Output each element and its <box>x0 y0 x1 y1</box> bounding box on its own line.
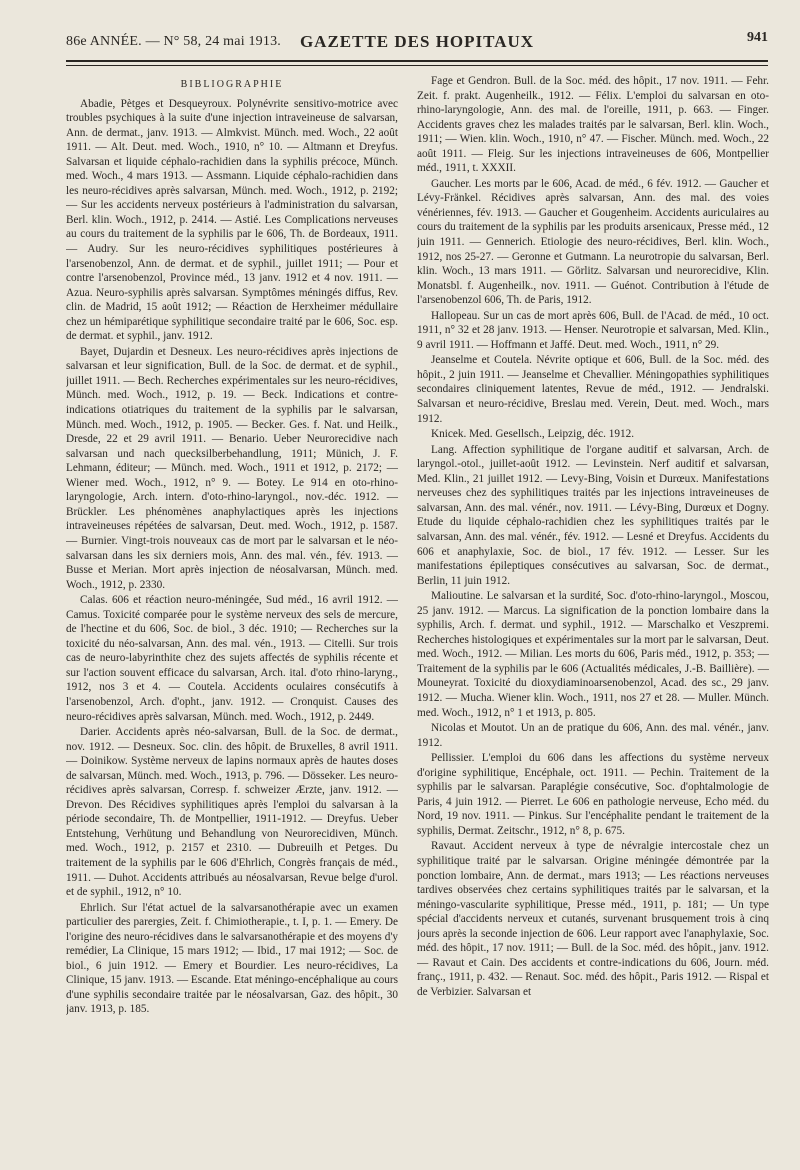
issue-info: 86e ANNÉE. — N° 58, 24 mai 1913. <box>66 34 281 49</box>
header-rule-thick <box>66 60 768 62</box>
bibliography-paragraph: Gaucher. Les morts par le 606, Acad. de méd., 6 fév. 1912. — Gaucher et Lévy-Fränkel. Récidives après salvarsan, Ann. des mal. des voies vénériennes, fév. 1913. — Gaucher et Gougenheim. Accidents auriculaires au cours du traitement de la syphilis par les produits arsenicaux, Presse méd., 12 juin 1911. — Gennerich. Etiologie des neuro-récidives, Berl. klin. Woch., 1912, nos 25-27. — Geronne et Gutmann. La neurotropie du salvarsan, Berl. klin. Woch., 13 mars 1911. — Görlitz. Salvarsan und neurorecidive, Klin. Monatsbl. f. Augenheilk., nov. 1911. — Guénot. Contribution à l'étude de l'arsenobenzol 606, Th. de Paris, 1912. <box>417 177 769 307</box>
bibliography-paragraph: Abadie, Pètges et Desqueyroux. Polynévrite sensitivo-motrice avec troubles psychiques à la suite d'une injection intraveineuse de salvarsan, Ann. de dermat., janv. 1913. — Almkvist. Münch. med. Woch., 22 août 1911. — Alt. Deut. med. Woch., 1910, n° 10. — Altmann et Dreyfus. Salvarsan et liquide céphalo-rachidien dans la syphilis précoce, Münch. med. Woch., 4 mars 1913. — Assmann. Liquide céphalo-rachidien dans les neuro-récidives après salvarsan, Münch. med. Woch., 1912, p. 2192; — Sur les accidents nerveux postérieurs à l'administration du salvarsan, Berl. klin. Woch., 1912, p. 2414. — Astié. Les Complications nerveuses au cours du traitement de la syphilis par le 606, Th. de Bordeaux, 1911. — Audry. Sur les neuro-récidives syphilitiques postérieures à l'arsenobenzol, Ann. de dermat. et de syphil., juillet 1911; — Pour et contre l'arsenobenzol, Province méd., 13 janv. 1912 et 4 nov. 1911. — Azua. Neuro-syphilis après salvarsan. Symptômes méningés diffus, Rev. clin. de Madrid, 15 août 1912; — Réaction de Herxheimer médullaire chez un hémiparétique syphilitique secondaire traité par le 606, Soc. esp. de dermat. et syphil., janv. 1912. <box>66 97 398 343</box>
page-number: 941 <box>747 30 768 45</box>
bibliography-paragraph: Malioutine. Le salvarsan et la surdité, Soc. d'oto-rhino-laryngol., Moscou, 25 janv. 1912. — Marcus. La signification de la ponction lombaire dans la syphilis, Arch. f. dermat. und syphil., 1912. — Marschalko et Veszpremi. Recherches histologiques et expérimentales sur la mort par le salvarsan, Deut. med. Woch., 1912. — Milian. Les morts du 606, Paris méd., 1912, p. 353; — Traitement de la syphilis par le 606 (Actualités médicales, J.-B. Baillière). — Mouneyrat. Toxicité du dioxydiaminoarsenobenzol, Acad. des sc., 29 janv. 1912. — Mucha. Wiener klin. Woch., 1911, nos 27 et 28. — Muller. Münch. med. Woch., 1912, n° 1 et 1913, p. 805. <box>417 590 769 719</box>
bibliography-paragraph: Pellissier. L'emploi du 606 dans les affections du système nerveux d'origine syphilitique, Encéphale, oct. 1911. — Pechin. Traitement de la syphilis par le salvarsan. Paraplégie consécutive, Soc. d'ophtalmologie de Paris, 4 juin 1912. — Pierret. Le 606 en pathologie nerveuse, Echo méd. du Nord, 19 nov. 1911. — Pinkus. Sur l'encéphalite pendant le traitement de la syphilis, Dermat. Zeitschr., 1912, n° 8, p. 675. <box>417 752 769 837</box>
bibliography-paragraph: Jeanselme et Coutela. Névrite optique et 606, Bull. de la Soc. méd. des hôpit., 2 juin 1911. — Jeanselme et Chevallier. Méningopathies syphilitiques secondaires cliniquement latentes, Revue de méd., 1912. — Jendralski. Salvarsan et neuro-récidive, Breslau med. Verein, Deut. med. Woch., mars 1912. <box>417 354 769 425</box>
bibliography-paragraph: Fage et Gendron. Bull. de la Soc. méd. des hôpit., 17 nov. 1911. — Fehr. Zeit. f. prakt. Augenheilk., 1912. — Félix. L'emploi du salvarsan en oto-rhino-laryngologie, Ann. des mal. de l'oreille, 1911, p. 663. — Finger. Accidents graves chez les malades traités par le salvarsan, Berl. klin. Woch., 1911; — Wien. klin. Woch., 1910, n° 47. — Fischer. Münch. med. Woch., 22 août 1911. — Fleig. Sur les injections intraveineuses de 606, Montpellier méd., 1911, t. XXXII. <box>417 75 769 175</box>
section-title: BIBLIOGRAPHIE <box>180 79 284 90</box>
bibliography-paragraph: Bayet, Dujardin et Desneux. Les neuro-récidives après injections de salvarsan et leur signification, Bull. de la Soc. de dermat. et de syphil., juillet 1911. — Bech. Recherches expérimentales sur les neuro-récidives, Münch. med. Woch., 1912, p. 19. — Beck. Indications et contre-indications otiatriques du traitement de la syphilis par le salvarsan, Münch. med. Woch., 1912, p. 1905. — Becker. Ges. f. Nat. und Heilk., Dresde, 22 et 29 avril 1911. — Benario. Ueber Neurorecidive nach salvarsan und nach quecksilberbehandlung, 1911; Münich, J. F. Lehmann, éditeur; — Münch. med. Woch., 1911 et 1912, p. 2172; — Wiener med. Woch., 1912, n° 9. — Botey. Le 914 en oto-rhino-laryngologie, Arch. intern. d'oto-rhino-laryngol., nov.-déc. 1912. — Brückler. Les phénomènes anaphylactiques après les injections intraveineuses répétées de salvarsan, Deut. med. Woch., 1912, p. 1587. — Burnier. Vingt-trois nouveaux cas de mort par le salvarsan et le néo-salvarsan dans les six derniers mois, Ann. des mal. vén., fév. 1913. — Busse et Merian. Mort après injection de néosalvarsan, Münch. med. Woch., 1912, p. 2330. <box>66 345 398 591</box>
bibliography-paragraph: Ravaut. Accident nerveux à type de névralgie intercostale chez un syphilitique traité par le salvarsan. Origine méningée démontrée par la ponction lombaire, Ann. de dermat., mars 1913; — Les réactions nerveuses tardives observées chez certains syphilitiques traités par le salvarsan, et la méningo-vascularite syphilitique, Presse méd., 1911, p. 181; — Un type spécial d'accidents nerveux et cutanés, survenant brusquement trois à cinq jours après la seconde injection de 606. Leur rapport avec l'anaphylaxie, Soc. méd. des hôpit., 17 nov. 1911; — Bull. de la Soc. méd. des hôpit., janv. 1912. — Ravaut et Cain. Des accidents et contre-indications du 606, Journ. méd. franç., 1911, p. 432. — Renaut. Soc. méd. des hôpit., Paris 1912. — Rispal et de Verbizier. Salvarsan et <box>417 840 769 998</box>
journal-title: GAZETTE DES HOPITAUX <box>299 32 535 51</box>
bibliography-paragraph: Calas. 606 et réaction neuro-méningée, Sud méd., 16 avril 1912. — Camus. Toxicité comparée pour le système nerveux des sels de mercure, de l'hectine et du 606, Soc. de biol., 3 déc. 1910; — Recherches sur la toxicité du néo-salvarsan, Ann. des mal. vén., 1913. — Citelli. Sur trois cas de neuro-labyrinthite chez des sujets affectés de syphilis récente et sur l'action souvent efficace du salvarsan, Arch. ital. d'oto rhino-laryng., 1912, nos 3 et 4. — Coutela. Accidents oculaires consécutifs à l'arsenobenzol, Arch. d'opht., janv. 1912. — Cronquist. Causes des neuro-récidives après salvarsan, Münch. med. Woch., 1912, p. 2449. <box>66 594 398 723</box>
left-column <box>66 74 398 1154</box>
bibliography-paragraph: Nicolas et Moutot. Un an de pratique du 606, Ann. des mal. vénér., janv. 1912. <box>417 722 769 749</box>
bibliography-paragraph: Ehrlich. Sur l'état actuel de la salvarsanothérapie avec un examen particulier des parergies, Zeit. f. Chimiotherapie., t. I, p. 1. — Emery. De l'origine des neuro-récidives dans le salvarsanothérapie et des moyens d'y remédier, La Clinique, 15 mars 1912; — Ibid., 17 mai 1912; — Soc. de biol., 6 juin 1912. — Emery et Bourdier. Les neuro-récidives, La Clinique, 15 janv. 1913. — Escande. Etat méningo-encéphalique au cours d'une syphilis secondaire traitée par le néosalvarsan, Gaz. des hôpit., 30 janv. 1913, p. 185. <box>66 901 398 1016</box>
right-column <box>417 74 769 1154</box>
bibliography-paragraph: Knicek. Med. Gesellsch., Leipzig, déc. 1912. <box>431 428 635 441</box>
running-header <box>66 24 768 54</box>
bibliography-paragraph: Darier. Accidents après néo-salvarsan, Bull. de la Soc. de dermat., nov. 1912. — Desneux. Soc. clin. des hôpit. de Bruxelles, 8 avril 1911. — Doinikow. Système nerveux de lapins normaux après de hautes doses de salvarsan, Münch. med. Woch., 1913, p. 796. — Dösseker. Les neuro-récidives après salvarsan, Corresp. f. schweizer Ærzte, janv. 1912. — Drevon. Des Récidives syphilitiques après l'emploi du salvarsan à la période secondaire, Th. de Montpellier, 1911-1912. — Dreyfus. Ueber Entstehung, Verhütung und Behandlung von Neurorecidiven, Münch. med. Woch., 1912, p. 2157 et 2310. — Dubreuilh et Petges. Du traitement de la syphilis par le 606 d'Ehrlich, Congrès français de méd., 1911. — Duhot. Accidents attribués au néosalvarsan, Revue belge d'urol. et de syphil., 1912, n° 10. <box>66 726 398 899</box>
header-rule-thin <box>66 65 768 66</box>
bibliography-paragraph: Hallopeau. Sur un cas de mort après 606, Bull. de l'Acad. de méd., 10 oct. 1911, n° 32 et 28 janv. 1913. — Henser. Neurotropie et salvarsan, Med. Klin., 9 avril 1911. — Hoffmann et Jaffé. Deut. med. Woch., 1911, n° 29. <box>417 309 769 351</box>
bibliography-paragraph: Lang. Affection syphilitique de l'organe auditif et salvarsan, Arch. de laryngol.-otol., juillet-août 1912. — Levinstein. Nerf auditif et salvarsan, Med. Klin., 21 juillet 1912. — Levy-Bing, Voisin et Durœux. Manifestations nerveuses chez des syphilitiques traités par les injections intraveineuses de salvarsan, Ann. des mal. vénér., nov. 1911. — Lévy-Bing, Durœux et Dogny. Etude du liquide céphalo-rachidien chez les syphilitiques traités par le salvarsan, Ann. des mal. vénér., fév. 1912. — Lesné et Dreyfus. Accidents du 606 et anaphylaxie, Soc. de biol., 17 fév. 1912. — Lesser. Sur les manifestations épileptiques consécutives au salvarsan, Soc. de dermat., Berlin, 11 juin 1912. <box>417 443 769 587</box>
